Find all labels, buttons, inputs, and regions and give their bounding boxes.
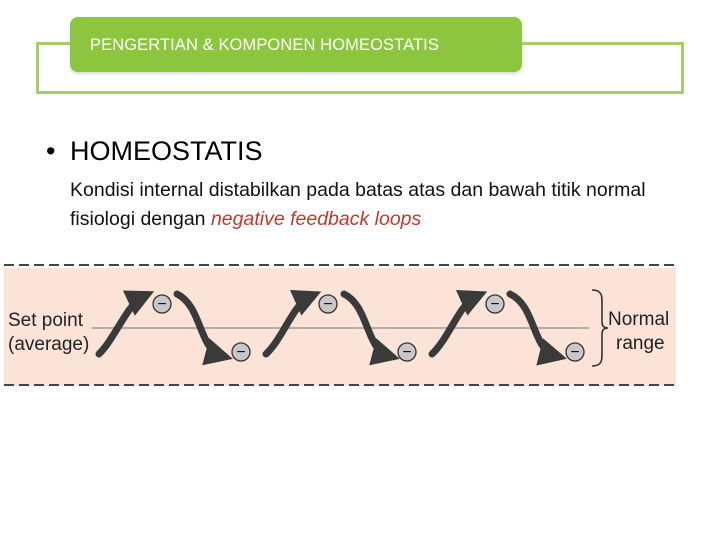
normal-range-label-1: Normal <box>608 309 670 330</box>
minus-symbol: − <box>157 296 167 313</box>
homeostasis-diagram <box>4 262 676 388</box>
bullet-dot-icon: • <box>46 136 56 166</box>
minus-symbol: − <box>402 344 412 361</box>
normal-range-band <box>4 268 676 386</box>
bullet-text: HOMEOSTATIS <box>70 136 263 166</box>
definition-text: Kondisi internal distabilkan pada batas atas dan bawah titik normal fisiologi dengan <box>70 179 646 230</box>
page-title: PENGERTIAN & KOMPONEN HOMEOSTATIS <box>90 36 439 54</box>
set-point-label-1: Set point <box>8 310 83 331</box>
set-point-label-2: (average) <box>8 334 90 355</box>
definition-paragraph <box>70 176 690 234</box>
title-bar <box>70 17 522 72</box>
minus-symbol: − <box>323 296 333 313</box>
bullet-heading <box>46 136 263 167</box>
normal-range-label-2: range <box>616 333 665 354</box>
minus-symbol: − <box>236 344 246 361</box>
minus-symbol: − <box>570 344 580 361</box>
minus-symbol: − <box>490 296 500 313</box>
definition-highlight: negative feedback loops <box>210 208 422 230</box>
